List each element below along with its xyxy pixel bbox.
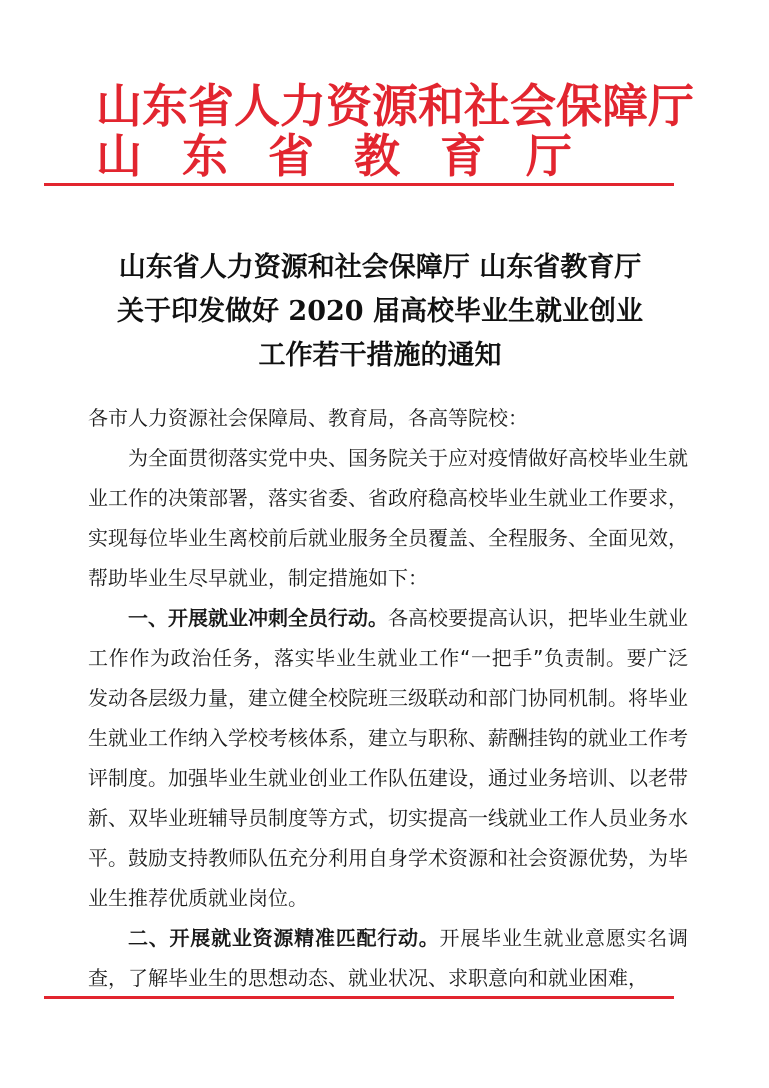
measure-2-heading: 二、开展就业资源精准匹配行动。: [128, 926, 440, 950]
salutation: 各市人力资源社会保障局、教育局，各高等院校：: [88, 406, 528, 430]
measure-1-heading: 一、开展就业冲刺全员行动。: [128, 606, 388, 630]
header-red-rule: [44, 183, 674, 186]
intro-paragraph: 为全面贯彻落实党中央、国务院关于应对疫情做好高校毕业生就业工作的决策部署，落实省委、省政府稳高校毕业生就业工作要求，实现每位毕业生离校前后就业服务全员覆盖、全程服务、全面见效，帮助毕业生尽早就业，制定措施如下：: [88, 446, 688, 590]
footer-red-rule: [44, 996, 674, 999]
issuer-name-line1: 山东省人力资源和社会保障厅: [96, 79, 694, 133]
title-line-2: 关于印发做好 2020 届高校毕业生就业创业: [117, 296, 643, 327]
issuer-name-line2: 山东省教育厅: [96, 129, 612, 183]
measure-1-paragraph: [88, 598, 688, 918]
document-title: [70, 246, 690, 378]
measure-2-paragraph: [88, 918, 688, 998]
measure-2-text: 开展毕业生就业意愿实名调查，了解毕业生的思想动态、就业状况、求职意向和就业困难，: [88, 926, 689, 990]
measure-1-text: 各高校要提高认识，把毕业生就业工作作为政治任务，落实毕业生就业工作“一把手”负责制。要广泛发动各层级力量，建立健全校院班三级联动和部门协同机制。将毕业生就业工作纳入学校考核体系，建立与职称、薪酬挂钩的就业工作考评制度。加强毕业生就业创业工作队伍建设，通过业务培训、以老带新、双毕业班辅导员制度等方式，切实提高一线就业工作人员业务水平。鼓励支持教师队伍充分利用自身学术资源和社会资源优势，为毕业生推荐优质就业岗位。: [88, 606, 688, 910]
title-line-1: 山东省人力资源和社会保障厅 山东省教育厅: [118, 252, 642, 283]
document-body: [88, 398, 688, 998]
title-line-3: 工作若干措施的通知: [258, 340, 502, 371]
